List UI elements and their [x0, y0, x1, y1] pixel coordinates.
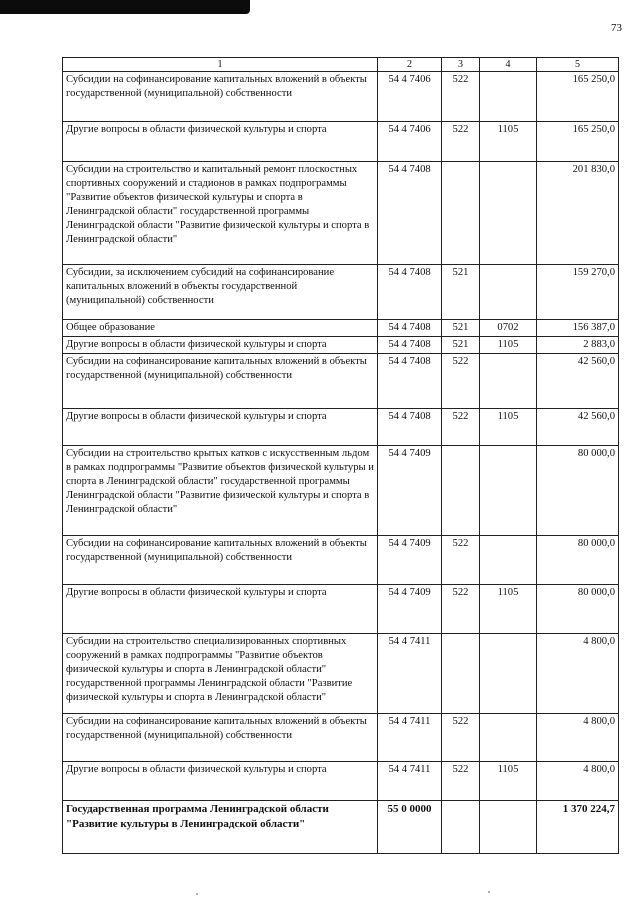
scan-speck [488, 891, 490, 893]
row-code-cell: 54 4 7409 [378, 536, 442, 585]
row-amount-cell: 2 883,0 [537, 337, 619, 354]
table-row [63, 162, 619, 265]
row-name-cell: Другие вопросы в области физической культуры и спорта [63, 409, 378, 446]
table-header-row [63, 58, 619, 72]
row-code-cell: 54 4 7408 [378, 409, 442, 446]
row-code-cell: 54 4 7406 [378, 122, 442, 162]
row-code-cell: 54 4 7408 [378, 354, 442, 409]
row-code-cell: 54 4 7408 [378, 337, 442, 354]
row-type-cell: 522 [442, 409, 480, 446]
table-row [63, 536, 619, 585]
table-row [63, 320, 619, 337]
row-amount-cell: 1 370 224,7 [537, 801, 619, 854]
row-type-cell: 522 [442, 585, 480, 634]
header-col-1: 1 [63, 58, 378, 72]
budget-table [62, 57, 619, 854]
row-code-cell: 54 4 7411 [378, 634, 442, 714]
row-code-cell: 54 4 7409 [378, 585, 442, 634]
row-name-cell: Другие вопросы в области физической культуры и спорта [63, 337, 378, 354]
row-section-cell: 1105 [480, 762, 537, 801]
row-section-cell [480, 714, 537, 762]
row-name-cell: Другие вопросы в области физической культуры и спорта [63, 122, 378, 162]
row-name-cell: Другие вопросы в области физической культуры и спорта [63, 762, 378, 801]
table-row [63, 762, 619, 801]
table-row [63, 72, 619, 122]
row-amount-cell: 165 250,0 [537, 122, 619, 162]
row-type-cell [442, 446, 480, 536]
table-row [63, 122, 619, 162]
table-row [63, 337, 619, 354]
table-row [63, 354, 619, 409]
row-amount-cell: 42 560,0 [537, 409, 619, 446]
row-code-cell: 54 4 7408 [378, 320, 442, 337]
row-type-cell: 521 [442, 320, 480, 337]
row-type-cell [442, 634, 480, 714]
row-section-cell [480, 162, 537, 265]
row-section-cell [480, 446, 537, 536]
row-amount-cell: 4 800,0 [537, 762, 619, 801]
row-name-cell: Субсидии на софинансирование капитальных вложений в объекты государственной (муниципальной) собственности [63, 536, 378, 585]
row-section-cell [480, 354, 537, 409]
row-type-cell: 521 [442, 337, 480, 354]
table-row [63, 714, 619, 762]
table-body [63, 72, 619, 854]
row-amount-cell: 4 800,0 [537, 714, 619, 762]
row-code-cell: 54 4 7411 [378, 762, 442, 801]
row-amount-cell: 165 250,0 [537, 72, 619, 122]
row-amount-cell: 4 800,0 [537, 634, 619, 714]
row-section-cell: 1105 [480, 409, 537, 446]
header-col-3: 3 [442, 58, 480, 72]
row-type-cell: 522 [442, 762, 480, 801]
row-name-cell: Общее образование [63, 320, 378, 337]
row-section-cell: 1105 [480, 585, 537, 634]
row-section-cell: 1105 [480, 122, 537, 162]
row-section-cell [480, 634, 537, 714]
row-name-cell: Субсидии на софинансирование капитальных вложений в объекты государственной (муниципальной) собственности [63, 354, 378, 409]
row-type-cell: 522 [442, 354, 480, 409]
header-col-4: 4 [480, 58, 537, 72]
row-name-cell: Другие вопросы в области физической культуры и спорта [63, 585, 378, 634]
row-code-cell: 54 4 7406 [378, 72, 442, 122]
row-amount-cell: 42 560,0 [537, 354, 619, 409]
row-name-cell: Субсидии, за исключением субсидий на софинансирование капитальных вложений в объекты государственной (муниципальной) собственности [63, 265, 378, 320]
row-type-cell [442, 162, 480, 265]
table-row [63, 265, 619, 320]
scan-speck [196, 893, 198, 895]
header-col-2: 2 [378, 58, 442, 72]
row-section-cell: 1105 [480, 337, 537, 354]
row-type-cell: 522 [442, 122, 480, 162]
row-type-cell: 522 [442, 536, 480, 585]
row-amount-cell: 80 000,0 [537, 536, 619, 585]
row-type-cell: 522 [442, 714, 480, 762]
row-code-cell: 55 0 0000 [378, 801, 442, 854]
row-amount-cell: 80 000,0 [537, 585, 619, 634]
table-row [63, 634, 619, 714]
row-name-cell: Субсидии на строительство специализированных спортивных сооружений в рамках подпрограммы "Развитие объектов физической культуры и спорта в Ленинградской области" государственной программы Ленинградской области "Развитие физической культуры и спорта в Ленинградской области" [63, 634, 378, 714]
table-row [63, 585, 619, 634]
table-row [63, 446, 619, 536]
page-number: 73 [611, 22, 622, 34]
row-amount-cell: 80 000,0 [537, 446, 619, 536]
row-code-cell: 54 4 7409 [378, 446, 442, 536]
table-row [63, 409, 619, 446]
row-name-cell: Государственная программа Ленинградской области "Развитие культуры в Ленинградской области" [63, 801, 378, 854]
row-code-cell: 54 4 7408 [378, 162, 442, 265]
row-code-cell: 54 4 7408 [378, 265, 442, 320]
row-type-cell: 522 [442, 72, 480, 122]
row-section-cell [480, 265, 537, 320]
row-name-cell: Субсидии на строительство крытых катков с искусственным льдом в рамках подпрограммы "Развитие объектов физической культуры и спорта в Ленинградской области" государственной программы Ленинградской области "Развитие физической культуры и спорта в Ленинградской области" [63, 446, 378, 536]
header-col-5: 5 [537, 58, 619, 72]
row-name-cell: Субсидии на софинансирование капитальных вложений в объекты государственной (муниципальной) собственности [63, 714, 378, 762]
row-type-cell: 521 [442, 265, 480, 320]
row-amount-cell: 159 270,0 [537, 265, 619, 320]
row-type-cell [442, 801, 480, 854]
row-section-cell [480, 536, 537, 585]
row-amount-cell: 201 830,0 [537, 162, 619, 265]
row-code-cell: 54 4 7411 [378, 714, 442, 762]
row-name-cell: Субсидии на софинансирование капитальных вложений в объекты государственной (муниципальной) собственности [63, 72, 378, 122]
row-name-cell: Субсидии на строительство и капитальный ремонт плоскостных спортивных сооружений и стадионов в рамках подпрограммы "Развитие объектов физической культуры и спорта в Ленинградской области" государственной программы Ленинградской области "Развитие физической культуры и спорта в Ленинградской области" [63, 162, 378, 265]
table-row [63, 801, 619, 854]
row-section-cell [480, 72, 537, 122]
row-amount-cell: 156 387,0 [537, 320, 619, 337]
row-section-cell [480, 801, 537, 854]
row-section-cell: 0702 [480, 320, 537, 337]
scan-edge-shadow [0, 0, 250, 14]
